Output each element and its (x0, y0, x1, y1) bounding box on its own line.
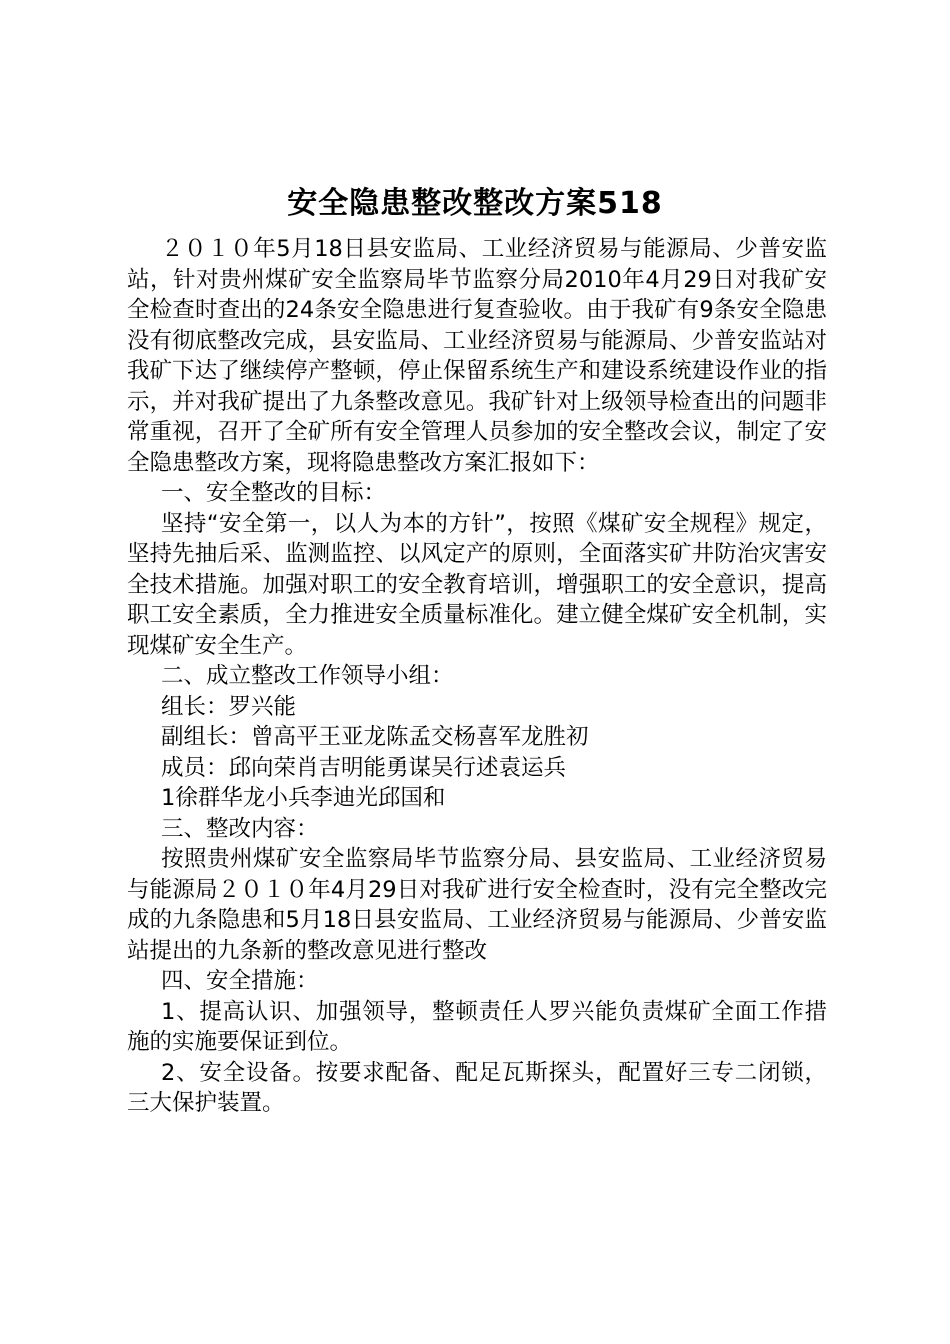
document-body (127, 234, 827, 1119)
goals-paragraph: 坚持“安全第一，以人为本的方针”，按照《煤矿安全规程》规定，坚持先抽后采、监测监控、以风定产的原则，全面落实矿井防治灾害安全技术措施。加强对职工的安全教育培训，增强职工的安全意识，提高职工安全素质，全力推进安全质量标准化。建立健全煤矿安全机制，实现煤矿安全生产。 (127, 510, 827, 659)
intro-paragraph: ２０１０年5月18日县安监局、工业经济贸易与能源局、少普安监站，针对贵州煤矿安全监察局毕节监察分局2010年4月29日对我矿安全检查时查出的24条安全隐患进行复查验收。由于我矿有9条安全隐患没有彻底整改完成，县安监局、工业经济贸易与能源局、少普安监站对我矿下达了继续停产整顿，停止保留系统生产和建设系统建设作业的指示，并对我矿提出了九条整改意见。我矿针对上级领导检查出的问题非常重视，召开了全矿所有安全管理人员参加的安全整改会议，制定了安全隐患整改方案，现将隐患整改方案汇报如下： (127, 236, 827, 476)
deputy-leader-line: 副组长：曾高平王亚龙陈孟交杨喜军龙胜初 (161, 724, 589, 750)
members-line-continued: 1徐群华龙小兵李迪光邱国和 (161, 785, 446, 811)
section-heading-leadership: 二、成立整改工作领导小组： (161, 663, 454, 689)
section-heading-content: 三、整改内容： (161, 815, 319, 842)
members-line: 成员：邱向荣肖吉明能勇谋吴行述袁运兵 (161, 754, 567, 781)
content-paragraph: 按照贵州煤矿安全监察局毕节监察分局、县安监局、工业经济贸易与能源局２０１０年4月29日对我矿进行安全检查时，没有完全整改完成的九条隐患和5月18日县安监局、工业经济贸易与能源局、少普安监站提出的九条新的整改意见进行整改 (127, 846, 827, 964)
measure-item-2: 2、安全设备。按要求配备、配足瓦斯探头，配置好三专二闭锁，三大保护装置。 (127, 1059, 827, 1116)
measure-item-1: 1、提高认识、加强领导，整顿责任人罗兴能负责煤矿全面工作措施的实施要保证到位。 (127, 998, 827, 1055)
document-title: 安全隐患整改整改方案518 (287, 186, 663, 221)
section-heading-goals: 一、安全整改的目标： (161, 480, 387, 506)
leader-line: 组长：罗兴能 (161, 693, 297, 720)
section-heading-measures: 四、安全措施： (161, 968, 319, 994)
